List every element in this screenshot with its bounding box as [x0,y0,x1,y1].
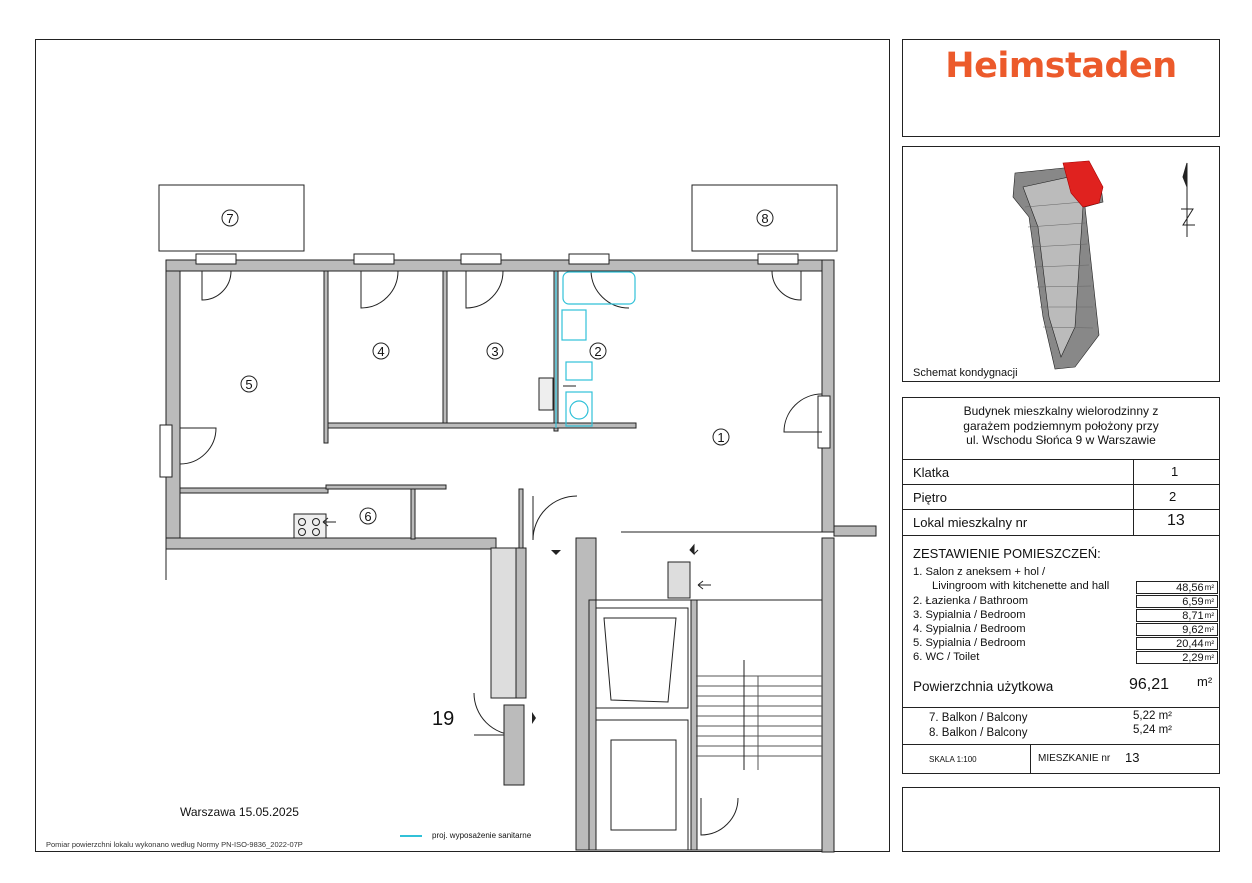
room-1-line1: 1. Salon z aneksem + hol / [913,566,1046,578]
scale-label: SKALA 1:100 [929,755,977,764]
floor-schema-panel [902,146,1220,382]
balcony-8-area: 5,24 m² [1133,724,1172,736]
field-lokal [903,509,1219,536]
room-number-8: 8 [761,211,769,226]
building-description [903,404,1219,448]
room-1-area: $48,56^{m^2}$ [1136,581,1218,594]
room-2-label: 2. Łazienka / Bathroom [913,595,1029,607]
room-4-area: $9,62^{m^2}$ [1136,623,1218,636]
room-3-area: $8,71^{m^2}$ [1136,609,1218,622]
room-2-area: $6,59^{m^2}$ [1136,595,1218,608]
room-6-label: 6. WC / Toilet [913,651,980,663]
divider [903,707,1219,708]
building-line-2: garażem podziemnym położony przy [963,418,1159,433]
room-4-label: 4. Sypialnia / Bedroom [913,623,1026,635]
plan-date: Warszawa 15.05.2025 [180,805,299,819]
building-line-1: Budynek mieszkalny wielorodzinny z [963,404,1159,418]
total-area-value: 96,21 [1129,676,1170,693]
field-label: Piętro [913,490,947,505]
logo-panel [902,39,1220,137]
room-number-4: 4 [377,344,385,359]
divider [903,744,1219,745]
total-area-unit: m² [1197,674,1213,689]
room-6-area: $2,29^{m^2}$ [1136,651,1218,664]
balcony-7-area: 5,22 m² [1133,710,1172,722]
stair-number: 19 [432,708,455,730]
apartment-label: MIESZKANIE nr [1038,753,1111,764]
field-value: 1 [1171,464,1179,479]
legend-label: proj. wyposażenie sanitarne [432,831,532,840]
field-label: Klatka [913,465,950,480]
schema-label: Schemat kondygnacji [913,367,1018,379]
info-panel [902,397,1220,774]
norm-note: Pomiar powierzchni lokalu wykonano według Normy PN-ISO-9836_2022-07P [46,840,303,849]
floor-plan-drawing [36,40,891,853]
room-5-label: 5. Sypialnia / Bedroom [913,637,1026,649]
legend-swatch [400,835,422,837]
total-area-label: Powierzchnia użytkowa [913,679,1054,694]
room-number-2: 2 [594,344,602,359]
room-number-1: 1 [717,430,725,445]
balcony-7-label: 7. Balkon / Balcony [929,712,1028,724]
room-1-line2: Livingroom with kitchenette and hall [932,580,1110,592]
apartment-number: 13 [1125,750,1140,765]
room-number-7: 7 [226,211,234,226]
room-number-5: 5 [245,377,253,392]
field-value: 13 [1167,512,1185,529]
divider [1030,744,1031,774]
field-value: 2 [1169,489,1177,504]
field-label: Lokal mieszkalny nr [913,515,1028,530]
notes-panel [902,787,1220,852]
divider [1133,459,1134,535]
room-number-6: 6 [364,509,372,524]
balcony-8-label: 8. Balkon / Balcony [929,727,1028,739]
field-klatka [903,459,1219,484]
field-pietro [903,484,1219,509]
rooms-title: ZESTAWIENIE POMIESZCZEŃ: [913,546,1101,561]
divider [903,535,1219,536]
floor-plan-frame [35,39,890,852]
room-3-label: 3. Sypialnia / Bedroom [913,609,1026,621]
building-line-3: ul. Wschodu Słońca 9 w Warszawie [966,433,1156,447]
room-5-area: $20,44^{m^2}$ [1136,637,1218,650]
brand-logo: Heimstaden [945,46,1177,86]
building-schema-drawing [903,147,1219,381]
room-number-3: 3 [491,344,499,359]
